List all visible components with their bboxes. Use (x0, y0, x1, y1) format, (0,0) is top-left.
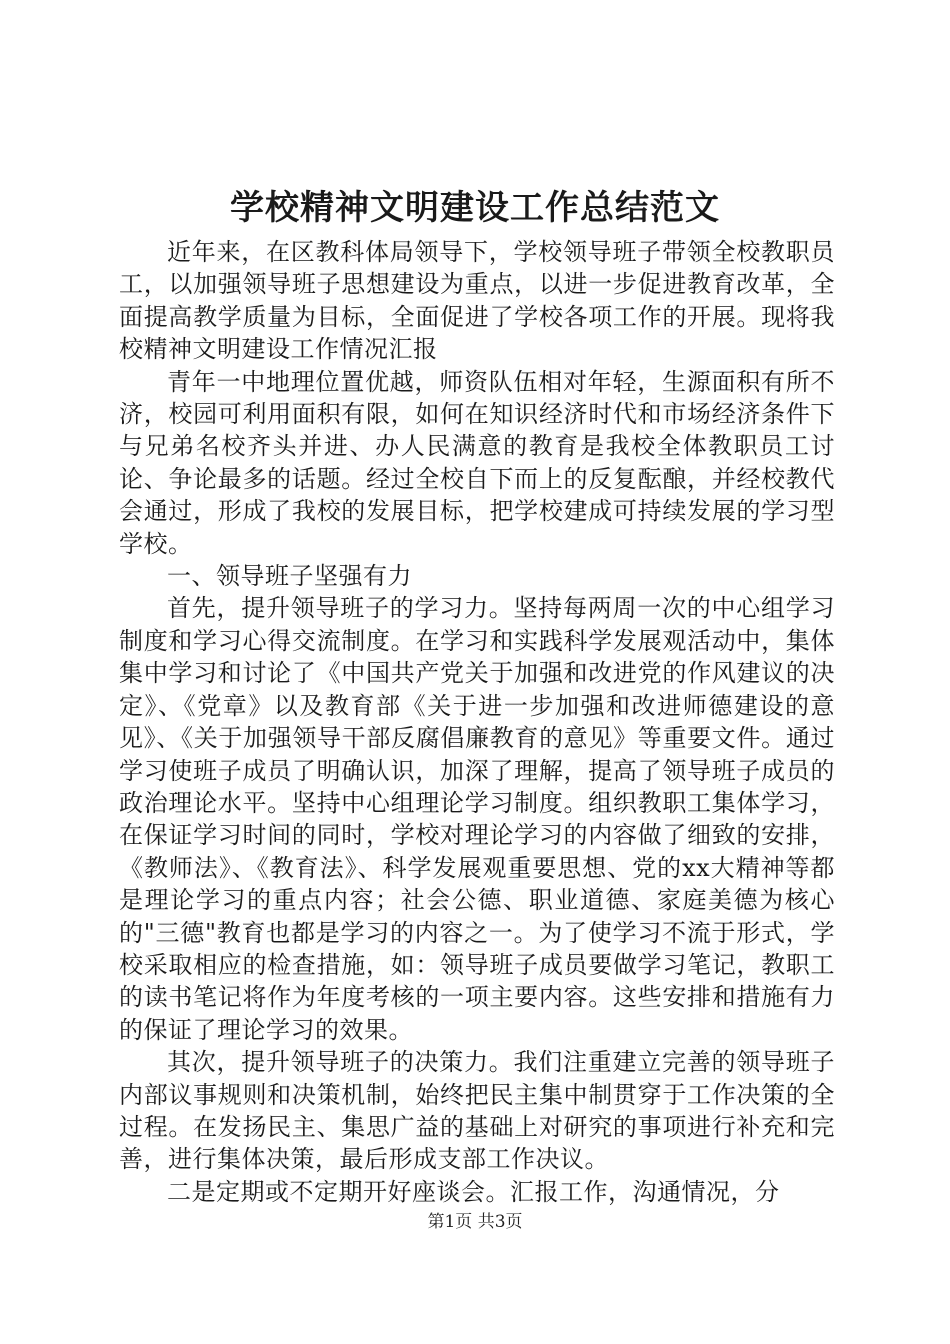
paragraph-learning-ability: 首先，提升领导班子的学习力。坚持每两周一次的中心组学习制度和学习心得交流制度。在学习和实践科学发展观活动中，集体集中学习和讨论了《中国共产党关于加强和改进党的作风建议的决定》、《党章》以及教育部《关于进一步加强和改进师德建设的意见》、《关于加强领导干部反腐倡廉教育的意见》等重要文件。通过学习使班子成员了明确认识，加深了理解，提高了领导班子成员的政治理论水平。坚持中心组理论学习制度。组织教职工集体学习，在保证学习时间的同时，学校对理论学习的内容做了细致的安排，《教师法》、《教育法》、科学发展观重要思想、党的xx大精神等都是理论学习的重点内容；社会公德、职业道德、家庭美德为核心的"三德"教育也都是学习的内容之一。为了使学习不流于形式，学校采取相应的检查措施，如：领导班子成员要做学习笔记，教职工的读书笔记将作为年度考核的一项主要内容。这些安排和措施有力的保证了理论学习的效果。 (119, 594, 835, 1044)
page-number-footer: 第1页 共3页 (427, 1212, 523, 1232)
paragraph-decision-ability: 其次，提升领导班子的决策力。我们注重建立完善的领导班子内部议事规则和决策机制，始终把民主集中制贯穿于工作决策的全过程。在发扬民主、集思广益的基础上对研究的事项进行补充和完善，进行集体决策，最后形成支部工作决议。 (119, 1048, 835, 1174)
document-body (119, 236, 835, 1208)
document-title: 学校精神文明建设工作总结范文 (230, 188, 720, 228)
paragraph-school-background: 青年一中地理位置优越，师资队伍相对年轻，生源面积有所不济，校园可利用面积有限，如何在知识经济时代和市场经济条件下与兄弟名校齐头并进、办人民满意的教育是我校全体教职员工讨论、争论最多的话题。经过全校自下而上的反复酝酿，并经校教代会通过，形成了我校的发展目标，把学校建成可持续发展的学习型学校。 (119, 367, 835, 558)
section-heading-leadership: 一、领导班子坚强有力 (167, 562, 412, 591)
paragraph-intro: 近年来，在区教科体局领导下，学校领导班子带领全校教职员工，以加强领导班子思想建设为重点，以进一步促进教育改革，全面提高教学质量为目标，全面促进了学校各项工作的开展。现将我校精神文明建设工作情况汇报 (119, 238, 835, 364)
paragraph-meetings: 二是定期或不定期开好座谈会。汇报工作，沟通情况，分 (167, 1177, 780, 1206)
